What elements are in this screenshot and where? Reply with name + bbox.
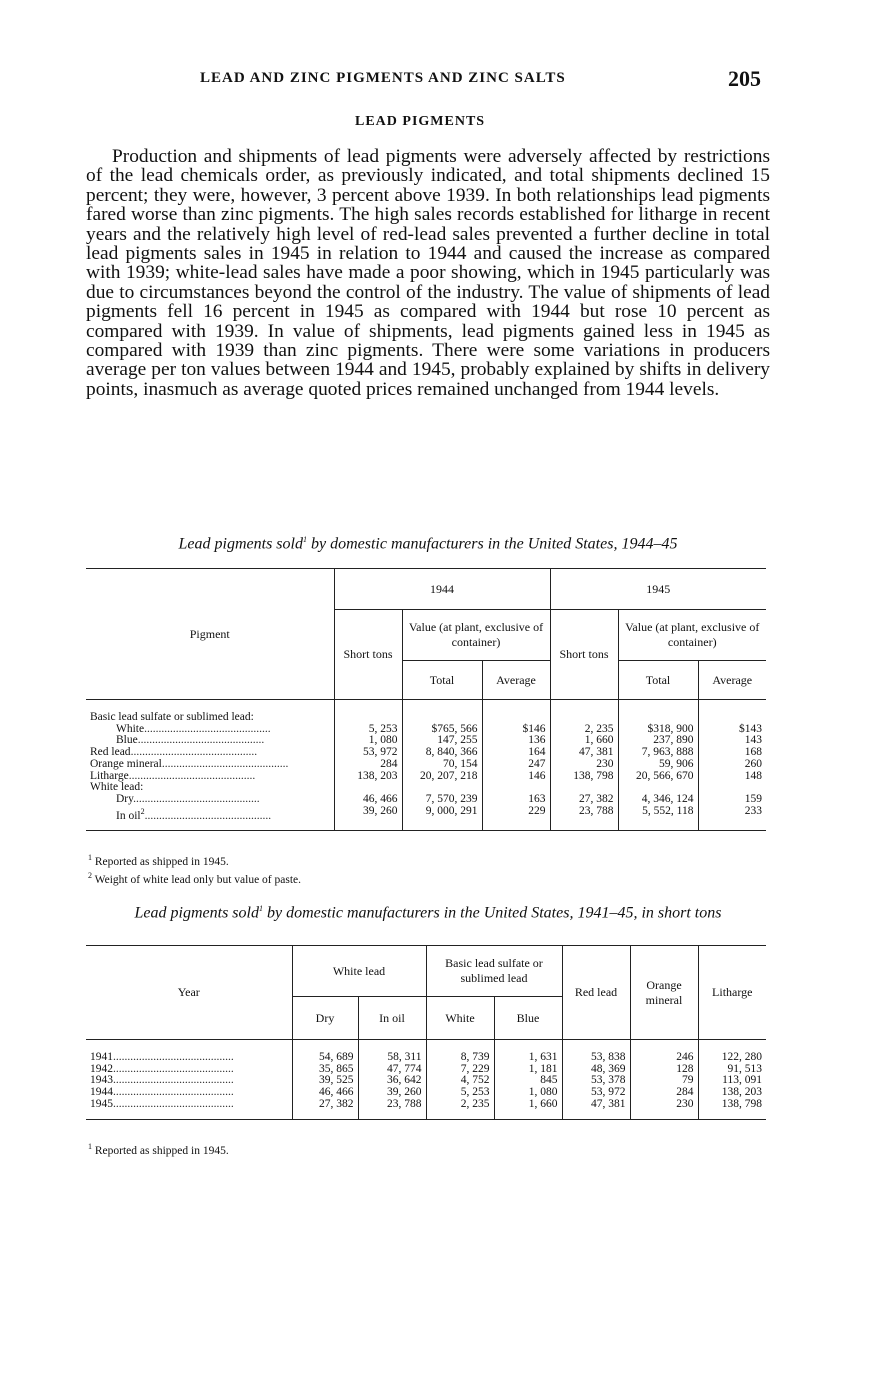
cell: 237, 890 [618,735,698,747]
table1-caption [86,535,770,553]
group-label: White lead: [90,782,144,794]
cell: 1, 181 [494,1064,562,1076]
row-year: 1943 [90,1075,113,1087]
cell: 4, 346, 124 [618,794,698,806]
row-label: Red lead [90,747,131,759]
table-row: Red lead............................................ 53, 972 8, 840, 366 164 47, 381 7, 963, 888 168 [86,747,766,759]
header-basic-lead-sulfate: Basic lead sulfate or sublimed lead [426,946,562,997]
header-pigment: Pigment [86,569,334,700]
cell: 233 [698,806,766,831]
cell: 2, 235 [426,1099,494,1119]
row-label: Blue [116,735,138,747]
header-total-1944: Total [402,661,482,700]
cell: 113, 091 [698,1075,766,1087]
cell: 48, 369 [562,1064,630,1076]
cell: 8, 840, 366 [402,747,482,759]
table2-footnotes [88,1140,229,1158]
cell: 148 [698,771,766,783]
table2-caption-sup: 1 [258,904,263,913]
header-year-1945: 1945 [550,569,766,610]
table1-footnotes [88,851,301,887]
table2 [86,945,766,1120]
cell: 47, 774 [358,1064,426,1076]
header-blue: Blue [494,997,562,1040]
section-title: LEAD PIGMENTS [355,114,486,129]
cell: 20, 566, 670 [618,771,698,783]
header-litharge: Litharge [698,946,766,1040]
cell: 23, 788 [550,806,618,831]
header-white-lead: White lead [292,946,426,997]
cell: 5, 253 [426,1087,494,1099]
header-red-lead: Red lead [562,946,630,1040]
table1 [86,568,766,831]
table2-caption-rest: by domestic manufacturers in the United States, 1941–45, in short tons [266,904,722,922]
cell: 20, 207, 218 [402,771,482,783]
cell: 53, 378 [562,1075,630,1087]
cell: $143 [698,724,766,736]
row-label: Litharge [90,770,129,782]
cell: 845 [494,1075,562,1087]
table1-caption-sup: 1 [302,535,307,544]
row-label: Dry [116,793,134,805]
cell: 9, 000, 291 [402,806,482,831]
cell: 5, 253 [334,724,402,736]
header-year-1944: 1944 [334,569,550,610]
table-row: 1942.......................................... 35, 865 47, 774 7, 229 1, 181 48, 369 128 91, 513 [86,1064,766,1076]
body-paragraph: Production and shipments of lead pigments were adversely affected by restrictions of the lead chemicals order, as previously indicated, and total shipments declined 15 percent; they were, however, 3 percent above 1939. In both relationships lead pigments fared worse than zinc pigments. The high sales records established for litharge in recent years and the relatively high level of red-lead sales prevented a further decline in total lead pigments sales in 1945 in relation to 1944 and caused the increase as compared with 1939; white-lead sales have made a poor showing, which in 1945 particularly was due to circumstances beyond the control of the industry. The value of shipments of lead pigments fell 16 percent in 1945 as compared with 1944 but rose 10 percent as compared with 1939. In value of shipments, lead pigments gained less in 1945 as compared with 1939 than zinc pigments. There were some variations in producers average per ton values between 1944 and 1945, probably explained by shifts in delivery points, inasmuch as average quoted prices remained unchanged from 1944 levels. [86,146,770,400]
cell: $146 [482,724,550,736]
header-white: White [426,997,494,1040]
footnote-text: Reported as shipped in 1945. [94,1144,229,1157]
cell: 159 [698,794,766,806]
cell: 8, 739 [426,1040,494,1064]
table2-caption-text: Lead pigments sold [134,904,259,922]
cell: 260 [698,759,766,771]
footnote-text: Weight of white lead only but value of paste. [94,873,302,886]
table-row: White............................................ 5, 253 $765, 566 $146 2, 235 $318, 900 $143 [86,724,766,736]
footnote [88,851,301,869]
header-average-1944: Average [482,661,550,700]
cell: 53, 972 [562,1087,630,1099]
page-number: 205 [728,66,761,91]
cell: 7, 570, 239 [402,794,482,806]
table1-caption-rest: by domestic manufacturers in the United States, 1944–45 [310,535,678,553]
table-row: In oil$^2$............................................ 39, 260 9, 000, 291 229 23, 788 5, 552, 118 233 [86,806,766,831]
cell: 1, 631 [494,1040,562,1064]
cell: 138, 798 [698,1099,766,1119]
running-head: LEAD AND ZINC PIGMENTS AND ZINC SALTS [200,70,566,86]
cell: $765, 566 [402,724,482,736]
row-year: 1942 [90,1063,113,1075]
cell: 23, 788 [358,1099,426,1119]
cell: 136 [482,735,550,747]
table-row: Orange mineral............................................ 284 70, 154 247 230 59, 906 260 [86,759,766,771]
cell: 122, 280 [698,1040,766,1064]
footnote [88,1140,229,1158]
header-value-1945: Value (at plant, exclusive of container) [618,610,766,661]
row-label-sup: 2 [140,806,145,816]
footnote-mark: 2 [88,870,92,880]
header-total-1945: Total [618,661,698,700]
cell: 230 [550,759,618,771]
cell: 246 [630,1040,698,1064]
cell: 70, 154 [402,759,482,771]
header-year: Year [86,946,292,1040]
cell: 138, 798 [550,771,618,783]
row-label: In oil [116,809,141,822]
footnote-mark: 1 [88,853,92,862]
cell: 1, 080 [494,1087,562,1099]
cell: 1, 660 [494,1099,562,1119]
cell: 138, 203 [698,1087,766,1099]
cell: 47, 381 [550,747,618,759]
footnote-mark: 1 [88,1142,92,1151]
header-in-oil: In oil [358,997,426,1040]
cell: 27, 382 [550,794,618,806]
cell: 4, 752 [426,1075,494,1087]
table2-caption [86,900,770,921]
header-dry: Dry [292,997,358,1040]
row-year: 1941 [90,1051,113,1063]
header-value-1944: Value (at plant, exclusive of container) [402,610,550,661]
cell: 146 [482,771,550,783]
cell: 91, 513 [698,1064,766,1076]
cell: 1, 080 [334,735,402,747]
cell: 79 [630,1075,698,1087]
table-row: Litharge............................................ 138, 203 20, 207, 218 146 138, 798 20, 566, 670 148 [86,771,766,783]
cell: 35, 865 [292,1064,358,1076]
cell: 7, 963, 888 [618,747,698,759]
cell: 164 [482,747,550,759]
table-row: Blue............................................ 1, 080 147, 255 136 1, 660 237, 890 143 [86,735,766,747]
cell: 138, 203 [334,771,402,783]
cell: $318, 900 [618,724,698,736]
cell: 284 [334,759,402,771]
table-row: Dry............................................ 46, 466 7, 570, 239 163 27, 382 4, 346, 124 159 [86,794,766,806]
header-short-tons-1945: Short tons [550,610,618,700]
cell: 39, 260 [358,1087,426,1099]
cell: 168 [698,747,766,759]
cell: 230 [630,1099,698,1119]
cell: 39, 260 [334,806,402,831]
table-row-group [86,700,766,724]
table-row: 1945.......................................... 27, 382 23, 788 2, 235 1, 660 47, 381 230 138, 798 [86,1099,766,1119]
row-year: 1945 [90,1098,113,1110]
cell: 53, 838 [562,1040,630,1064]
cell: 284 [630,1087,698,1099]
row-label: Orange mineral [90,758,162,770]
cell: 5, 552, 118 [618,806,698,831]
cell: 47, 381 [562,1099,630,1119]
cell: 1, 660 [550,735,618,747]
table1-caption-text: Lead pigments sold [178,535,303,553]
row-year: 1944 [90,1087,113,1099]
header-average-1945: Average [698,661,766,700]
cell: 7, 229 [426,1064,494,1076]
cell: 46, 466 [334,794,402,806]
row-label: White [116,723,145,735]
table-row: 1943.......................................... 39, 525 36, 642 4, 752 845 53, 378 79 113, 091 [86,1075,766,1087]
cell: 147, 255 [402,735,482,747]
cell: 46, 466 [292,1087,358,1099]
cell: 128 [630,1064,698,1076]
cell: 247 [482,759,550,771]
group-label: Basic lead sulfate or sublimed lead: [90,711,254,723]
cell: 53, 972 [334,747,402,759]
cell: 229 [482,806,550,831]
table-row: 1941.......................................... 54, 689 58, 311 8, 739 1, 631 53, 838 246 122, 280 [86,1040,766,1064]
cell: 36, 642 [358,1075,426,1087]
cell: 27, 382 [292,1099,358,1119]
header-short-tons-1944: Short tons [334,610,402,700]
cell: 54, 689 [292,1040,358,1064]
footnote-text: Reported as shipped in 1945. [94,855,229,868]
cell: 58, 311 [358,1040,426,1064]
cell: 143 [698,735,766,747]
cell: 163 [482,794,550,806]
table-row: 1944.......................................... 46, 466 39, 260 5, 253 1, 080 53, 972 284 138, 203 [86,1087,766,1099]
footnote [88,869,301,887]
cell: 2, 235 [550,724,618,736]
cell: 59, 906 [618,759,698,771]
header-orange-mineral: Orange mineral [630,946,698,1040]
cell: 39, 525 [292,1075,358,1087]
